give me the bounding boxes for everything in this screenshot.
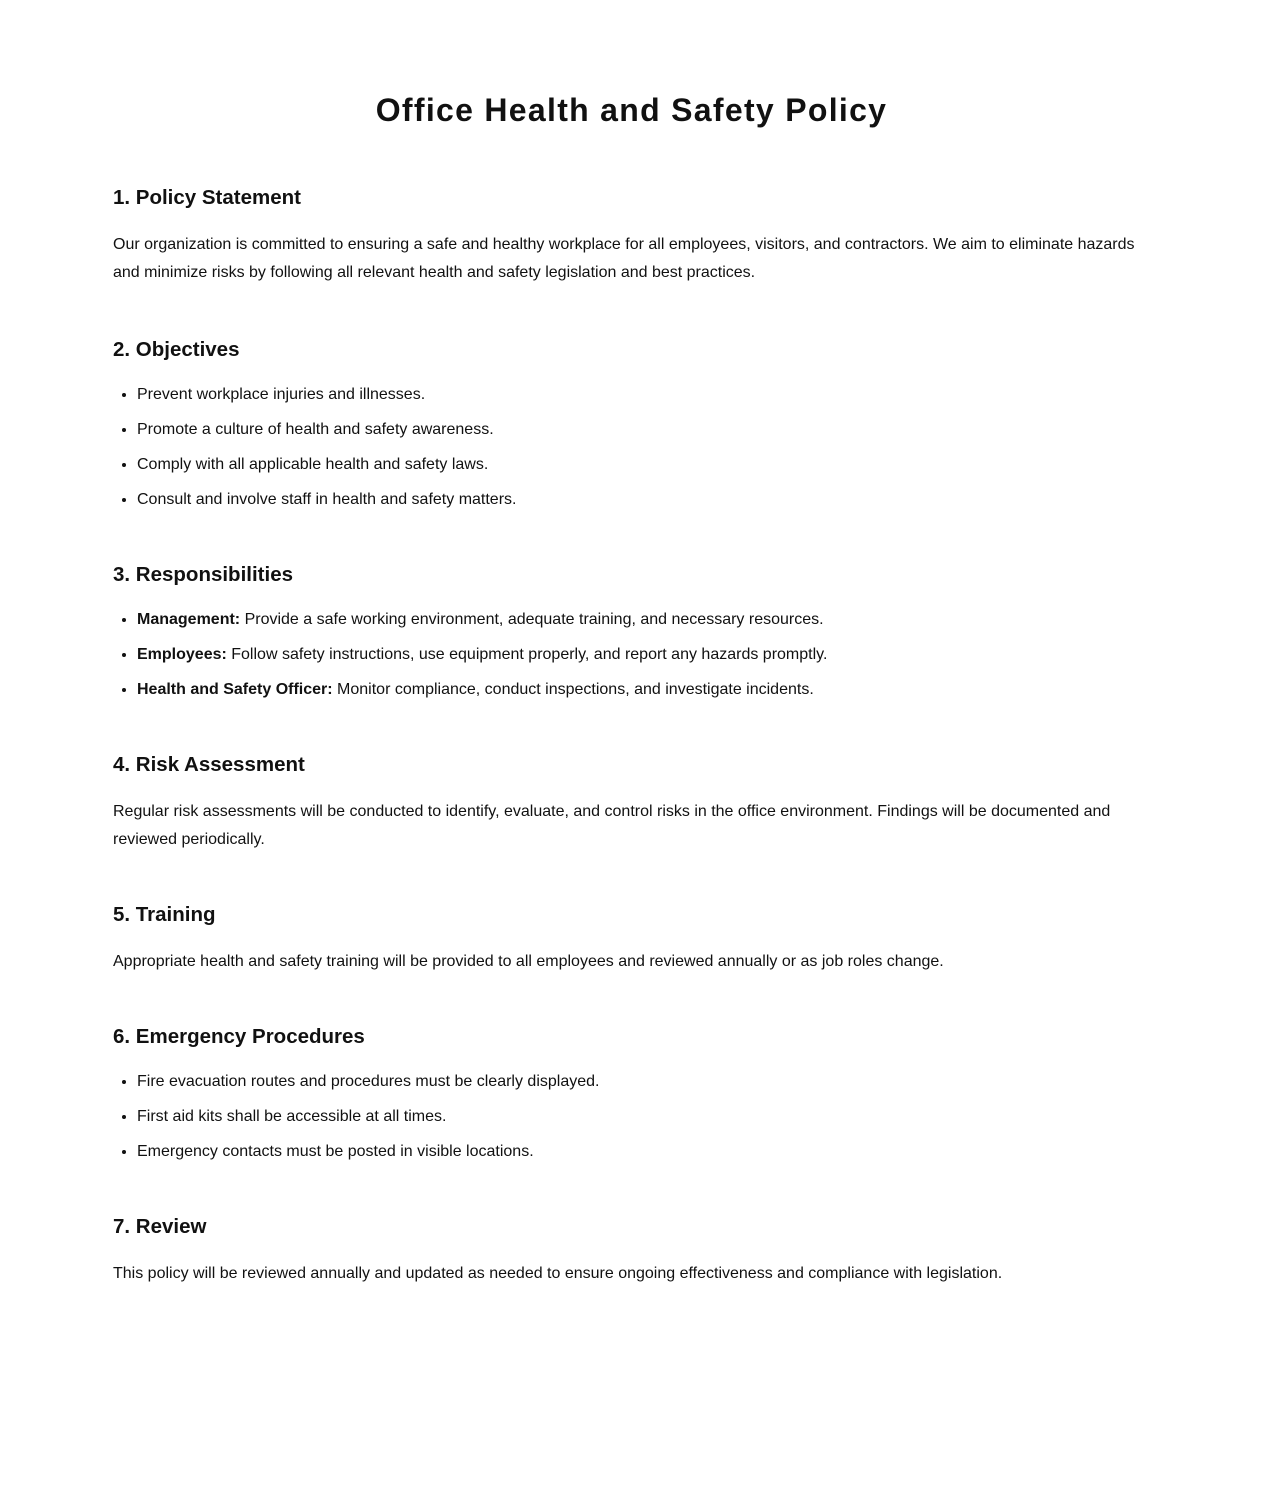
list-item: • Consult and involve staff in health and safety matters. — [137, 490, 1150, 510]
section-paragraph: Appropriate health and safety training will be provided to all employees and reviewed annually or as job roles change. — [113, 953, 944, 970]
list-item: • Emergency contacts must be posted in visible locations. — [137, 1142, 1150, 1162]
section-emergency-procedures — [113, 1024, 1150, 1162]
role-description: Follow safety instructions, use equipment properly, and report any hazards promptly. — [226, 646, 828, 663]
role-label: Management: — [137, 611, 241, 628]
section-training — [113, 902, 1150, 976]
list-item: • Fire evacuation routes and procedures must be clearly displayed. — [137, 1072, 1150, 1092]
section-heading: 4. Risk Assessment — [113, 753, 305, 776]
section-paragraph: Regular risk assessments will be conducted to identify, evaluate, and control risks in the office environment. Findings will be documented and reviewed periodically. — [113, 803, 1111, 848]
section-risk-assessment — [113, 752, 1150, 854]
role-label: Health and Safety Officer: — [137, 681, 333, 698]
section-heading: 2. Objectives — [113, 338, 240, 361]
page-title: Office Health and Safety Policy — [375, 92, 888, 128]
section-heading: 1. Policy Statement — [113, 186, 301, 209]
list-item — [137, 680, 1150, 700]
section-heading: 3. Responsibilities — [113, 563, 293, 586]
role-label: Employees: — [137, 646, 227, 663]
list-item — [137, 645, 1150, 665]
role-description: Provide a safe working environment, adequate training, and necessary resources. — [240, 611, 824, 628]
list-item: • First aid kits shall be accessible at all times. — [137, 1107, 1150, 1127]
section-objectives — [113, 337, 1150, 510]
list-item: • Comply with all applicable health and safety laws. — [137, 455, 1150, 475]
role-description: Monitor compliance, conduct inspections, and investigate incidents. — [332, 681, 814, 698]
section-heading: 6. Emergency Procedures — [113, 1025, 365, 1048]
section-heading: 5. Training — [113, 903, 216, 926]
section-heading: 7. Review — [113, 1215, 207, 1238]
section-review — [113, 1214, 1150, 1288]
section-paragraph: This policy will be reviewed annually and updated as needed to ensure ongoing effectiveness and compliance with legislation. — [113, 1265, 1003, 1282]
section-paragraph: Our organization is committed to ensuring a safe and healthy workplace for all employees, visitors, and contractors. We aim to eliminate hazards and minimize risks by following all relevant health and safety legislation and best practices. — [113, 236, 1135, 281]
list-item — [137, 610, 1150, 630]
list-item: • Promote a culture of health and safety awareness. — [137, 420, 1150, 440]
section-responsibilities — [113, 562, 1150, 700]
list-item: • Prevent workplace injuries and illnesses. — [137, 385, 1150, 405]
section-policy-statement — [113, 185, 1150, 287]
emergency-list — [113, 1072, 1150, 1162]
objectives-list — [113, 385, 1150, 510]
responsibilities-list — [113, 610, 1150, 700]
